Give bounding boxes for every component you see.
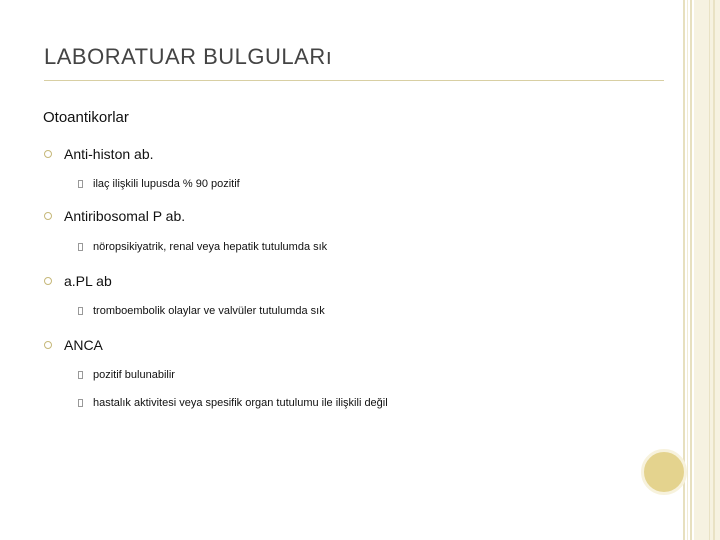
decor-stripe — [709, 0, 710, 540]
sub-bullet-item — [78, 397, 388, 409]
box-bullet-icon — [78, 180, 83, 188]
box-bullet-icon — [78, 371, 83, 379]
sub-bullet-item — [78, 305, 325, 317]
sub-bullet-item — [78, 241, 327, 253]
decor-stripe — [690, 0, 692, 540]
bullet-item — [44, 208, 185, 224]
bullet-label: Antiribosomal P ab. — [64, 208, 186, 224]
decor-stripe — [713, 0, 715, 540]
bullet-label: a.PL ab — [64, 273, 112, 289]
box-bullet-icon — [78, 399, 83, 407]
ring-bullet-icon — [44, 212, 52, 220]
slide-title: LABORATUAR BULGULARı — [44, 44, 333, 69]
sub-bullet-label: hastalık aktivitesi veya spesifik organ tutulumu ile ilişkili değil — [93, 397, 388, 409]
decor-stripe — [694, 0, 720, 540]
decor-stripe — [687, 0, 688, 540]
title-divider — [44, 80, 664, 81]
ring-bullet-icon — [44, 341, 52, 349]
subheading: Otoantikorlar — [43, 109, 129, 126]
sub-bullet-item — [78, 178, 240, 190]
box-bullet-icon — [78, 243, 83, 251]
ring-bullet-icon — [44, 150, 52, 158]
sub-bullet-label: nöropsikiyatrik, renal veya hepatik tutulumda sık — [93, 241, 328, 253]
sub-bullet-label: tromboembolik olaylar ve valvüler tutulumda sık — [93, 305, 325, 317]
bullet-label: Anti-histon ab. — [64, 146, 154, 162]
decor-circle — [641, 449, 687, 495]
ring-bullet-icon — [44, 277, 52, 285]
bullet-item — [44, 146, 154, 162]
sub-bullet-label: pozitif bulunabilir — [93, 369, 175, 381]
bullet-item — [44, 273, 112, 289]
sub-bullet-label: ilaç ilişkili lupusda % 90 pozitif — [93, 178, 240, 190]
box-bullet-icon — [78, 307, 83, 315]
sub-bullet-item — [78, 369, 175, 381]
bullet-item — [44, 337, 103, 353]
bullet-label: ANCA — [64, 337, 103, 353]
